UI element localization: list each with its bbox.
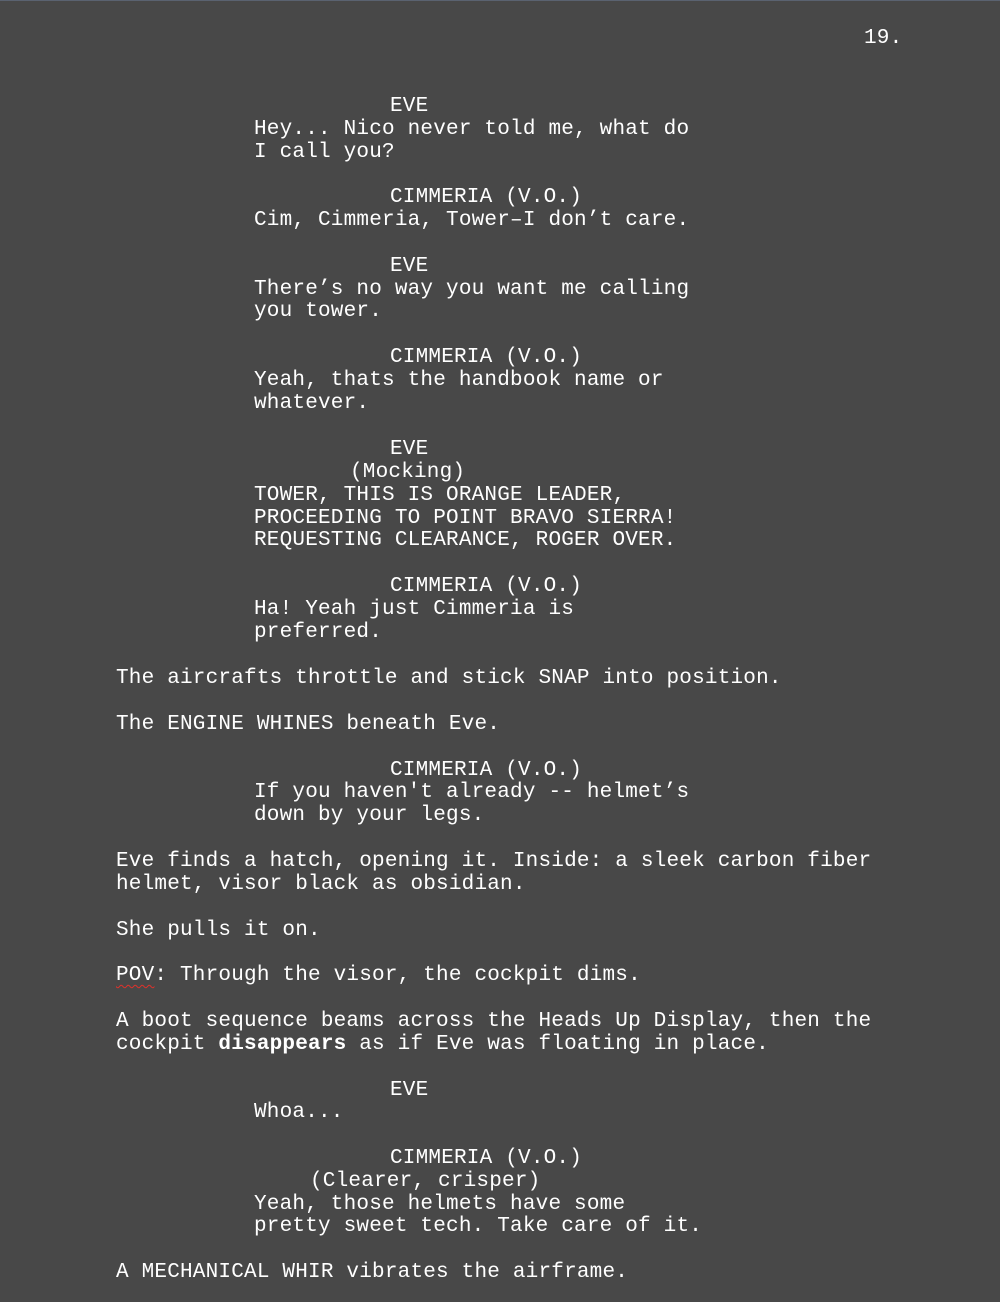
pov-text: : Through the visor, the cockpit dims.: [154, 964, 641, 987]
action-text: as if Eve was floating in place.: [346, 1033, 769, 1056]
dialogue-line: If you haven't already -- helmet’s: [254, 781, 690, 804]
character-cue: CIMMERIA (V.O.): [390, 1147, 583, 1170]
dialogue-line: Yeah, those helmets have some: [254, 1193, 626, 1216]
dialogue-line: Yeah, thats the handbook name or: [254, 369, 664, 392]
action-line: A MECHANICAL WHIR vibrates the airframe.: [116, 1261, 629, 1284]
action-line: Eve finds a hatch, opening it. Inside: a sleek carbon fiber: [116, 850, 872, 873]
dialogue-line: There’s no way you want me calling: [254, 278, 690, 301]
action-line: A boot sequence beams across the Heads Up Display, then the: [116, 1010, 872, 1033]
character-cue: CIMMERIA (V.O.): [390, 186, 583, 209]
dialogue-line: pretty sweet tech. Take care of it.: [254, 1215, 703, 1238]
pov-label: POV: [116, 964, 155, 987]
dialogue-line: Hey... Nico never told me, what do: [254, 118, 690, 141]
dialogue-line: Cim, Cimmeria, Tower–I don’t care.: [254, 209, 690, 232]
dialogue-line: REQUESTING CLEARANCE, ROGER OVER.: [254, 529, 677, 552]
action-line: The aircrafts throttle and stick SNAP into position.: [116, 667, 782, 690]
dialogue-line: Whoa...: [254, 1101, 344, 1124]
dialogue-line: you tower.: [254, 300, 383, 323]
character-cue: EVE: [390, 95, 429, 118]
page-number: 19.: [864, 27, 903, 50]
dialogue-line: PROCEEDING TO POINT BRAVO SIERRA!: [254, 507, 677, 530]
action-line-mixed: [116, 1034, 769, 1056]
character-cue: EVE: [390, 438, 429, 461]
character-cue: EVE: [390, 255, 429, 278]
action-line: She pulls it on.: [116, 919, 321, 942]
dialogue-line: I call you?: [254, 141, 395, 164]
dialogue-line: down by your legs.: [254, 804, 485, 827]
dialogue-line: preferred.: [254, 621, 383, 644]
dialogue-line: Ha! Yeah just Cimmeria is: [254, 598, 575, 621]
action-line: helmet, visor black as obsidian.: [116, 873, 526, 896]
dialogue-line: TOWER, THIS IS ORANGE LEADER,: [254, 484, 626, 507]
action-line-pov: [116, 965, 641, 987]
dialogue-line: whatever.: [254, 392, 370, 415]
character-cue: EVE: [390, 1079, 429, 1102]
character-cue: CIMMERIA (V.O.): [390, 575, 583, 598]
parenthetical: (Clearer, crisper): [310, 1170, 541, 1193]
character-cue: CIMMERIA (V.O.): [390, 346, 583, 369]
emphasized-text: disappears: [218, 1033, 347, 1056]
action-text: cockpit: [116, 1033, 219, 1056]
action-line: The ENGINE WHINES beneath Eve.: [116, 713, 501, 736]
parenthetical: (Mocking): [350, 461, 466, 484]
character-cue: CIMMERIA (V.O.): [390, 759, 583, 782]
